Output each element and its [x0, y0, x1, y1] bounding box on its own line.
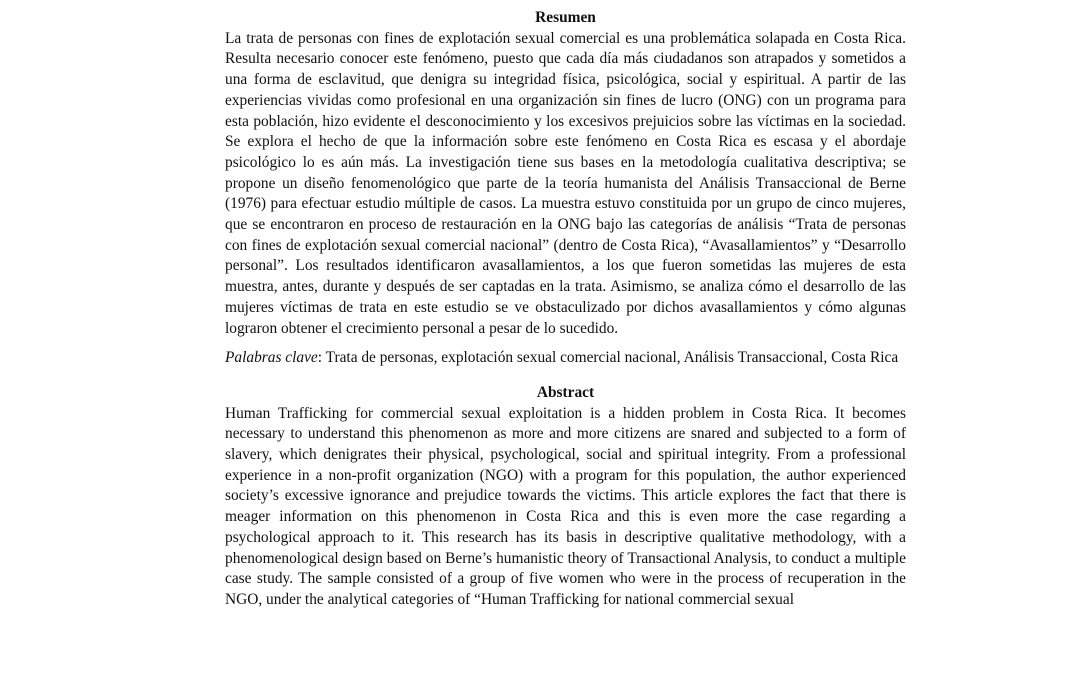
resumen-heading: Resumen: [535, 9, 596, 26]
section-spacer: [225, 369, 906, 383]
abstract-body: Human Trafficking for commercial sexual exploitation is a hidden problem in Costa Rica. It becomes necessary to understand this phenomenon as more and more citizens are snared and subjected to a form of slavery, which denigrates their physical, psychological, social and spiritual integrity. From a professional experience in a non-profit organization (NGO) with a program for this population, the author experienced society’s excessive ignorance and prejudice towards the victims. This article explores the fact that there is meager information on this phenomenon in Costa Rica and this is even more the case regarding a psychological approach to it. This research has its basis in descriptive qualitative methodology, with a phenomenological design based on Berne’s humanistic theory of Transactional Analysis, to conduct a multiple case study. The sample consisted of a group of five women who were in the process of recuperation in the NGO, under the analytical categories of “Human Trafficking for national commercial sexual: [225, 404, 906, 608]
resumen-body: La trata de personas con fines de explotación sexual comercial es una problemática solapada en Costa Rica. Resulta necesario conocer este fenómeno, puesto que cada día más ciudadanos son atrapados y sometidos a una forma de esclavitud, que denigra su integridad física, psicológica, social y espiritual. A partir de las experiencias vividas como profesional en una organización sin fines de lucro (ONG) con un programa para esta población, hizo evidente el desconocimiento y los excesivos prejuicios sobre las víctimas en la sociedad. Se explora el hecho de que la información sobre este fenómeno en Costa Rica es escasa y el abordaje psicológico lo es aún más. La investigación tiene sus bases en la metodología cualitativa descriptiva; se propone un diseño fenomenológico que parte de la teoría humanista del Análisis Transaccional de Berne (1976) para efectuar estudio múltiple de casos. La muestra estuvo constituida por un grupo de cinco mujeres, que se encontraron en proceso de restauración en la ONG bajo las categorías de análisis “Trata de personas con fines de explotación sexual comercial nacional” (dentro de Costa Rica), “Avasallamientos” y “Desarrollo personal”. Los resultados identificaron avasallamientos, a los que fueron sometidas las mujeres de esta muestra, antes, durante y después de ser captadas en la trata. Asimismo, se analiza cómo el desarrollo de las mujeres víctimas de trata en este estudio se ve obstaculizado por dichos avasallamientos y cómo algunas lograron obtener el crecimiento personal a pesar de lo sucedido.: [225, 29, 906, 337]
keywords-label: Palabras clave: [225, 349, 318, 367]
page-content: [225, 8, 906, 611]
keywords-text: : Trata de personas, explotación sexual comercial nacional, Análisis Transaccional, Costa Rica: [317, 349, 899, 367]
abstract-heading: Abstract: [536, 383, 595, 401]
section-spacer: [225, 339, 906, 348]
keywords-paragraph: [225, 348, 906, 369]
